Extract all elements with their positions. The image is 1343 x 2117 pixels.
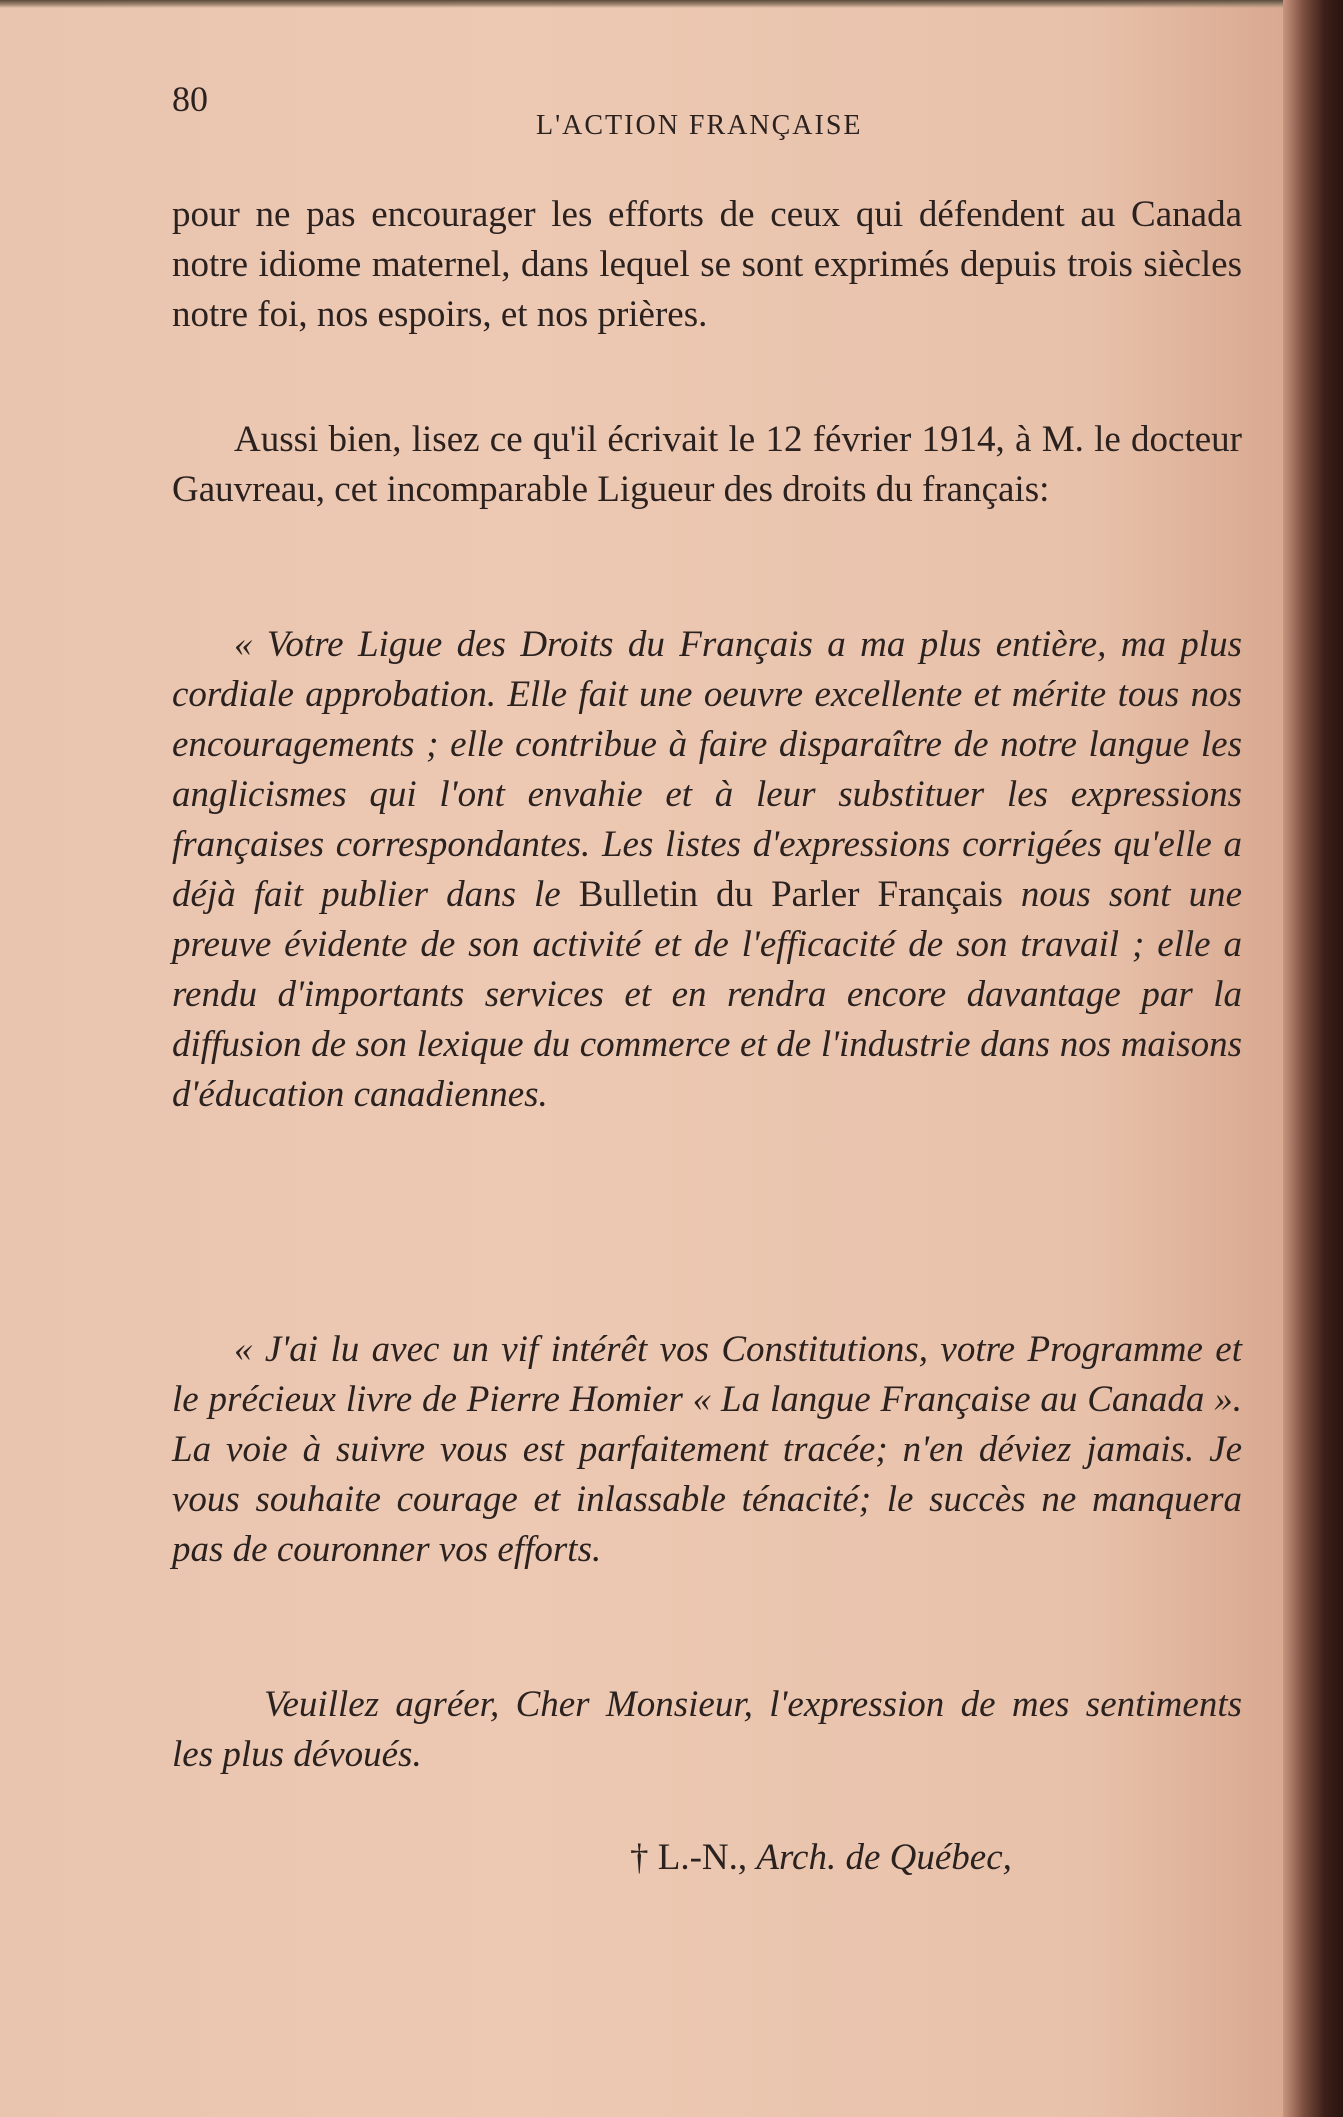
quote-1-part-a: « Votre Ligue des Droits du Français a ma plus entière, ma plus cordiale approbation. Elle fait une oeuvre excellente et mérite tous nos encouragements ; elle contribue à faire disparaître de notre langue les anglicismes qui l'ont envahie et à leur substituer les expressions françaises correspondantes. Les listes d'expressions corrigées qu'elle a déjà fait publier dans le bbox=[172, 624, 1242, 915]
book-spine-edge bbox=[1283, 0, 1343, 2117]
page-top-edge bbox=[0, 0, 1283, 8]
paragraph-continuation: pour ne pas encourager les efforts de ceux qui défendent au Canada notre idiome maternel, dans lequel se sont exprimés depuis trois siècles notre foi, nos espoirs, et nos prières. bbox=[172, 194, 1242, 335]
closing-formula: Veuillez agréer, Cher Monsieur, l'expression de mes sentiments les plus dévoués. bbox=[172, 1684, 1242, 1775]
signature-title: Arch. de Québec, bbox=[756, 1837, 1012, 1878]
running-title: L'ACTION FRANÇAISE bbox=[536, 110, 863, 141]
page-number: 80 bbox=[172, 79, 208, 119]
signature-name: † L.-N., bbox=[630, 1837, 748, 1878]
paragraph-introduction: Aussi bien, lisez ce qu'il écrivait le 12 février 1914, à M. le docteur Gauvreau, cet incomparable Ligueur des droits du français: bbox=[172, 419, 1242, 510]
bulletin-title: Bulletin du Parler Français bbox=[578, 874, 1003, 915]
quote-paragraph-1 bbox=[172, 620, 1242, 1120]
quote-1-part-c: nous sont une preuve évidente de son activité et de l'efficacité de son travail ; elle a rendu d'importants services et en rendra encore davantage par la diffusion de son lexique du commerce et de l'industrie dans nos maisons d'éducation canadiennes. bbox=[172, 874, 1242, 1115]
signature bbox=[630, 1836, 1012, 1879]
quote-paragraph-2: « J'ai lu avec un vif intérêt vos Constitutions, votre Programme et le précieux livre de Pierre Homier « La langue Française au Canada ». La voie à suivre vous est parfaitement tracée; n'en déviez jamais. Je vous souhaite courage et inlassable ténacité; le succès ne manquera pas de couronner vos efforts. bbox=[172, 1329, 1242, 1570]
